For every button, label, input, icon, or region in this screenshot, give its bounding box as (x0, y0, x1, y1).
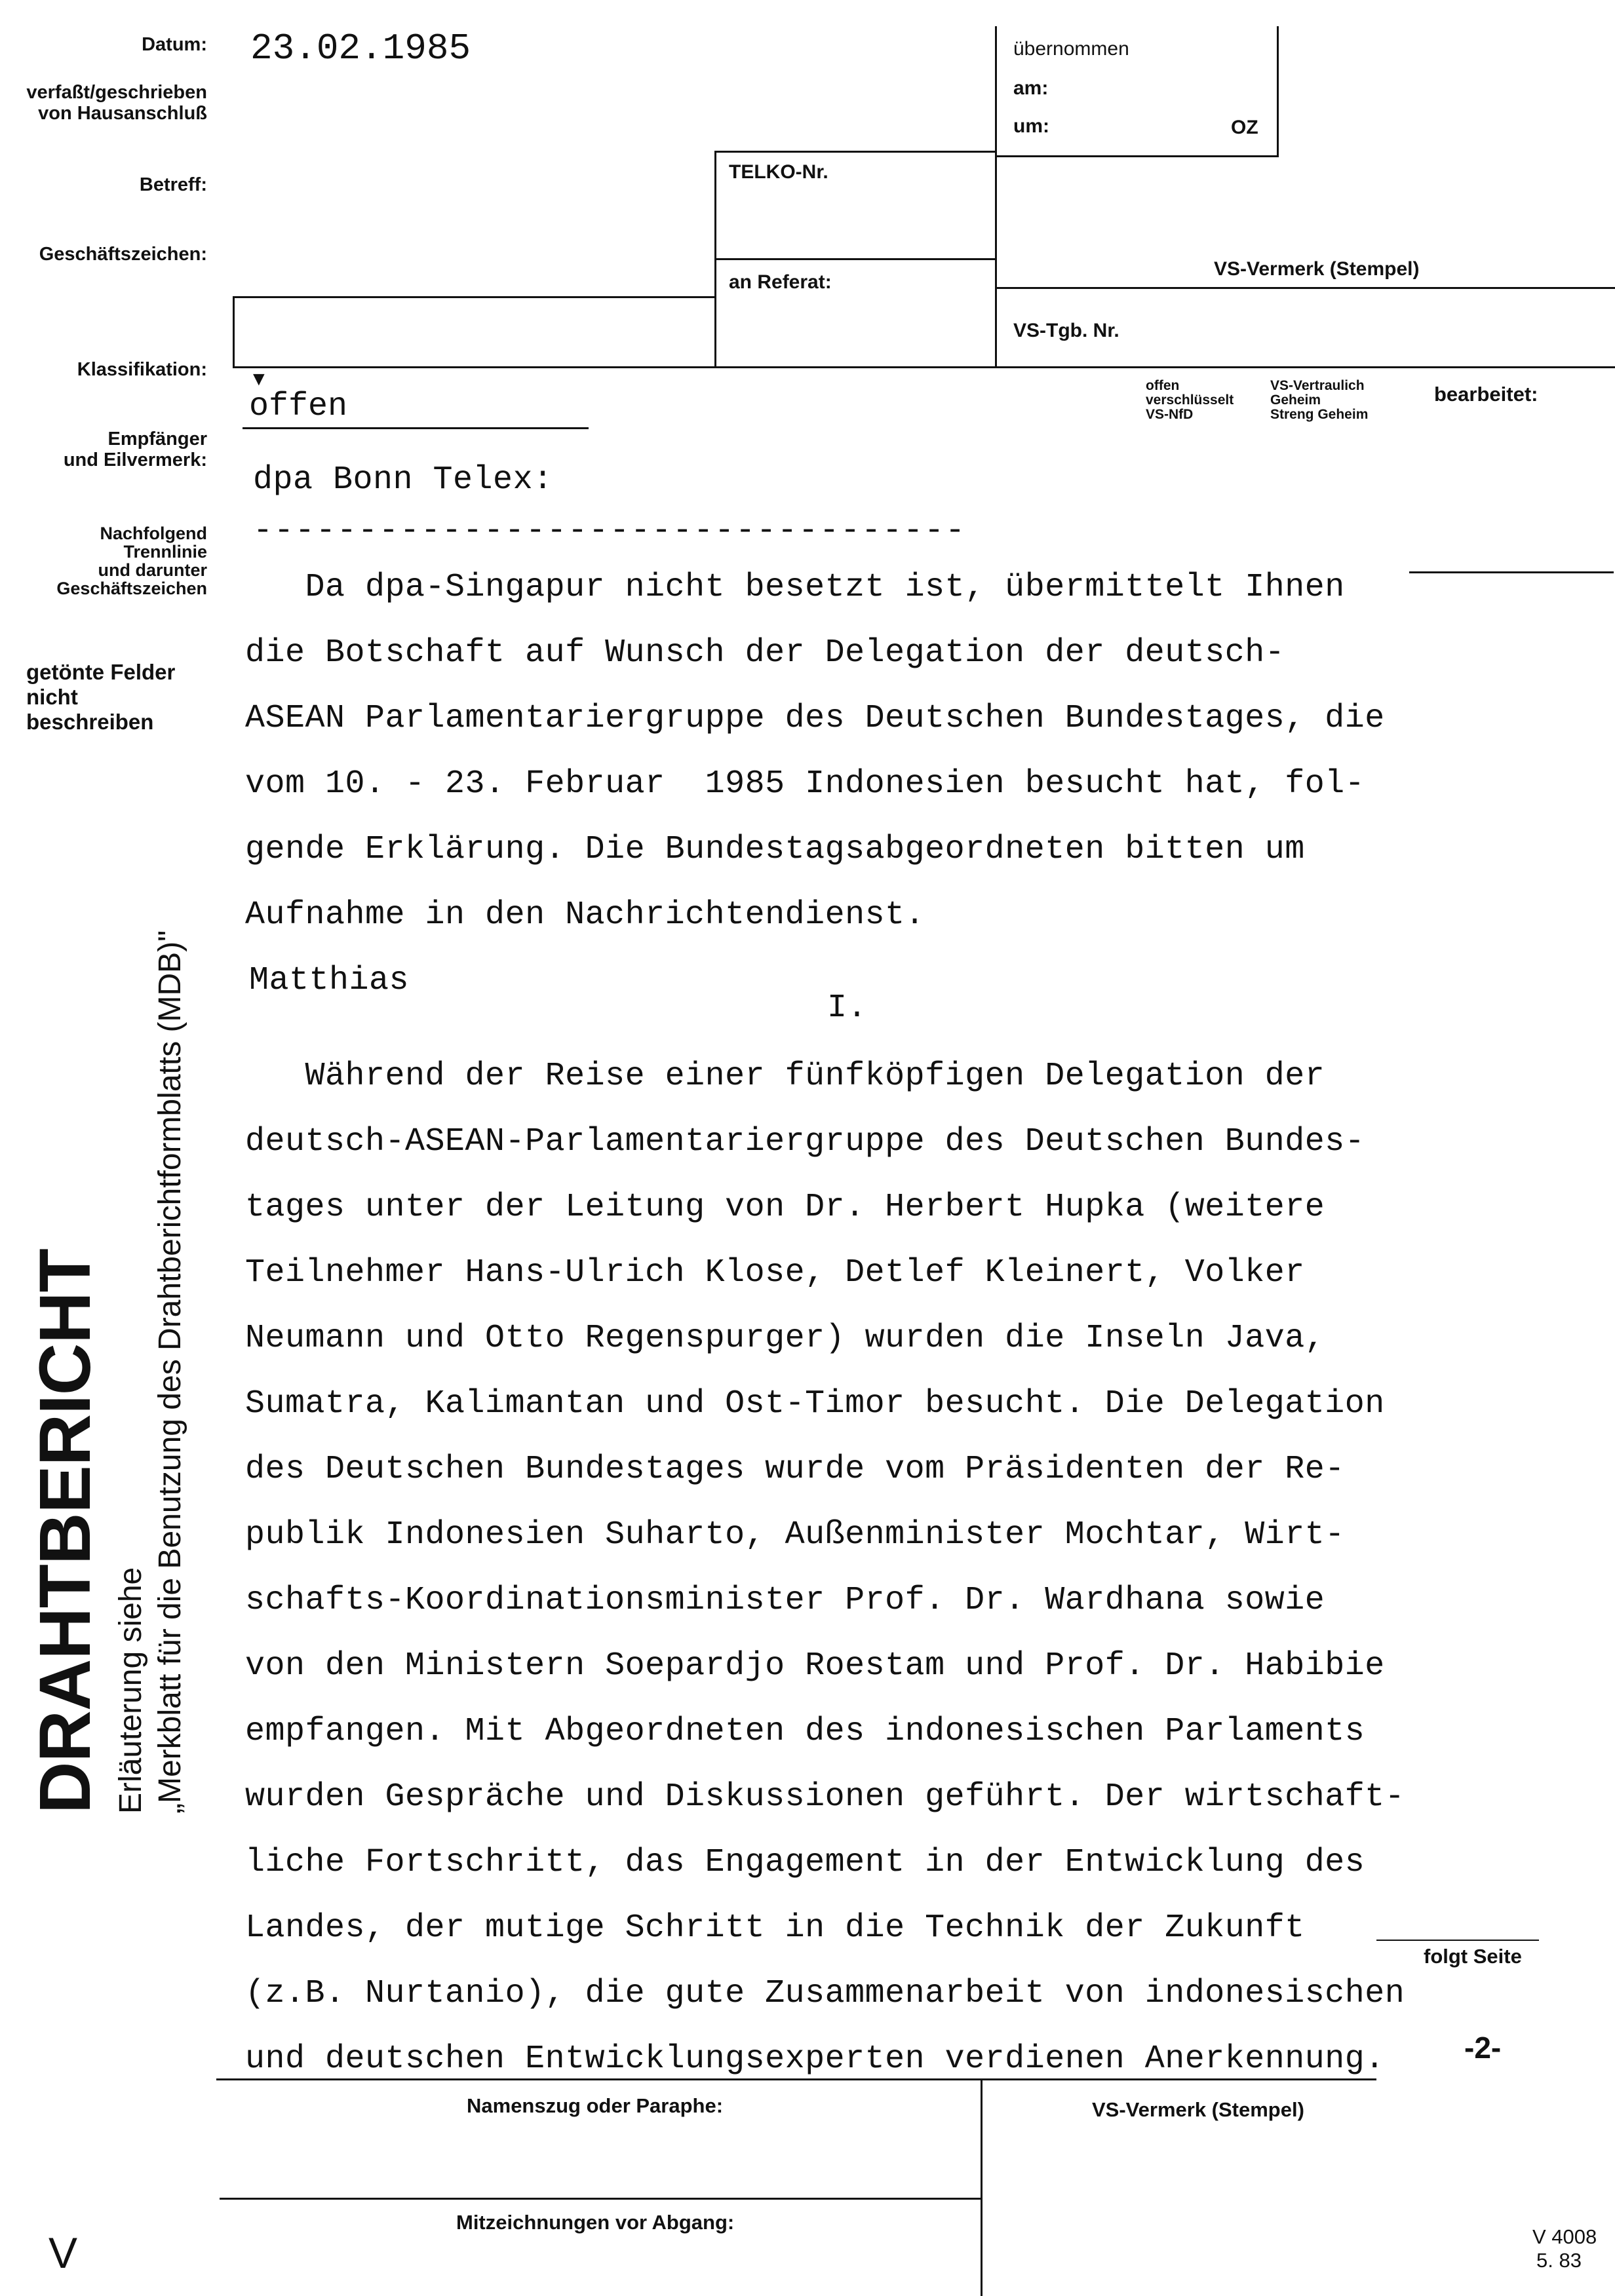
nachfolgend-label-2: Trennlinie (123, 542, 207, 562)
uebernommen-label: übernommen (1013, 38, 1129, 60)
recipient-line: dpa Bonn Telex: (253, 461, 553, 499)
box-divider (714, 258, 996, 260)
am-label: am: (1013, 77, 1049, 99)
empfaenger-label-2: und Eilvermerk: (63, 450, 207, 470)
um-label: um: (1013, 115, 1049, 137)
recipient-separator: ---------------------------------- (253, 512, 967, 550)
section-line: schafts-Koordinationsminister Prof. Dr. Wardhana sowie (245, 1582, 1325, 1619)
verfasst-label-2: von Hausanschluß (38, 103, 207, 124)
class-opt-vsnfd: VS-NfD (1146, 407, 1194, 422)
section-line: und deutschen Entwicklungsexperten verdienen Anerkennung. (245, 2040, 1385, 2078)
getoent-label-1: getönte Felder (26, 660, 176, 684)
datum-label: Datum: (142, 34, 207, 55)
box-divider (995, 287, 1615, 289)
body-line: Aufnahme in den Nachrichtendienst. (245, 896, 925, 934)
drahtbericht-title: DRAHTBERICHT (25, 1249, 106, 1814)
section-number: I. (827, 989, 868, 1027)
box-divider (233, 296, 235, 368)
datum-value: 23.02.1985 (250, 28, 471, 69)
section-line: deutsch-ASEAN-Parlamentariergruppe des Deutschen Bundes- (245, 1123, 1365, 1160)
form-number: V 4008 (1532, 2225, 1597, 2248)
body-line: die Botschaft auf Wunsch der Delegation der deutsch- (245, 634, 1285, 672)
box-divider (1277, 26, 1279, 157)
verfasst-label-1: verfaßt/geschrieben (26, 82, 207, 103)
section-line: empfangen. Mit Abgeordneten des indonesischen Parlaments (245, 1713, 1365, 1750)
section-line: Teilnehmer Hans-Ulrich Klose, Detlef Kleinert, Volker (245, 1254, 1305, 1292)
klassifikation-label: Klassifikation: (77, 359, 207, 380)
getoent-label-2: nicht (26, 685, 78, 709)
getoent-label-3: beschreiben (26, 710, 154, 734)
body-line: vom 10. - 23. Februar 1985 Indonesien besucht hat, fol- (245, 765, 1365, 803)
class-marker-arrow: ▼ (249, 368, 269, 390)
class-opt-streng-geheim: Streng Geheim (1270, 407, 1369, 422)
footer-rule (220, 2198, 982, 2200)
section-line: wurden Gespräche und Diskussionen geführt. Der wirtschaft- (245, 1778, 1405, 1816)
section-line: (z.B. Nurtanio), die gute Zusammenarbeit von indonesischen (245, 1975, 1405, 2012)
nachfolgend-label-4: Geschäftszeichen (56, 579, 207, 598)
section-line: von den Ministern Soepardjo Roestam und Prof. Dr. Habibie (245, 1647, 1385, 1685)
class-opt-offen: offen (1146, 378, 1180, 393)
namenszug-label: Namenszug oder Paraphe: (467, 2094, 724, 2117)
klassifikation-value: offen (249, 388, 348, 425)
body-line: ASEAN Parlamentariergruppe des Deutschen Bundestages, die (245, 700, 1385, 737)
next-page-number: -2- (1464, 2031, 1502, 2065)
geschaeftszeichen-label: Geschäftszeichen: (39, 244, 207, 265)
an-referat-label: an Referat: (729, 271, 832, 293)
corner-mark: V (49, 2229, 78, 2277)
folgt-seite-line (1376, 1940, 1539, 1941)
mitzeichnungen-label: Mitzeichnungen vor Abgang: (456, 2211, 735, 2234)
bearbeitet-label: bearbeitet: (1434, 383, 1538, 406)
section-line: Während der Reise einer fünfköpfigen Delegation der (245, 1058, 1325, 1095)
form-date: 5. 83 (1536, 2249, 1582, 2272)
vs-vermerk-label: VS-Vermerk (Stempel) (1214, 258, 1420, 280)
empfaenger-label-1: Empfänger (107, 429, 207, 450)
body-line: gende Erklärung. Die Bundestagsabgeordneten bitten um (245, 831, 1305, 868)
section-line: Landes, der mutige Schritt in die Technik der Zukunft (245, 1909, 1305, 1947)
klassifikation-underline (243, 427, 589, 429)
vs-tgb-label: VS-Tgb. Nr. (1013, 320, 1119, 341)
nachfolgend-label-3: und darunter (98, 560, 207, 580)
betreff-label: Betreff: (139, 174, 207, 195)
section-line: Sumatra, Kalimantan und Ost-Timor besucht. Die Delegation (245, 1385, 1385, 1423)
class-opt-geheim: Geheim (1270, 392, 1321, 408)
section-line: liche Fortschritt, das Engagement in der Entwicklung des (245, 1844, 1365, 1881)
section-line: Neumann und Otto Regenspurger) wurden die Inseln Java, (245, 1320, 1325, 1357)
footer-divider (981, 2078, 983, 2296)
telko-label: TELKO-Nr. (729, 161, 828, 183)
box-divider (995, 155, 1279, 157)
section-line: tages unter der Leitung von Dr. Herbert Hupka (weitere (245, 1189, 1325, 1226)
folgt-seite-label: folgt Seite (1424, 1945, 1522, 1968)
sidebar-note-1: Erläuterung siehe (113, 1567, 148, 1814)
margin-line (1409, 571, 1614, 573)
section-line: des Deutschen Bundestages wurde vom Präsidenten der Re- (245, 1451, 1345, 1488)
section-line: publik Indonesien Suharto, Außenminister Mochtar, Wirt- (245, 1516, 1345, 1554)
oz-label: OZ (1231, 117, 1258, 138)
sidebar-note-2: „Merkblatt für die Benutzung des Drahtberichtformblatts (MDB)" (153, 930, 187, 1814)
box-divider (233, 296, 716, 298)
nachfolgend-label-1: Nachfolgend (100, 524, 207, 543)
footer-rule (216, 2078, 1376, 2080)
body-line: Da dpa-Singapur nicht besetzt ist, übermittelt Ihnen (245, 569, 1345, 606)
class-opt-verschluesselt: verschlüsselt (1146, 392, 1234, 408)
box-divider (233, 366, 1615, 368)
class-opt-vertraulich: VS-Vertraulich (1270, 378, 1365, 393)
footer-vs-vermerk-label: VS-Vermerk (Stempel) (1092, 2098, 1304, 2121)
signature-line: Matthias (249, 962, 410, 999)
box-divider (714, 151, 996, 153)
box-divider (995, 26, 997, 157)
